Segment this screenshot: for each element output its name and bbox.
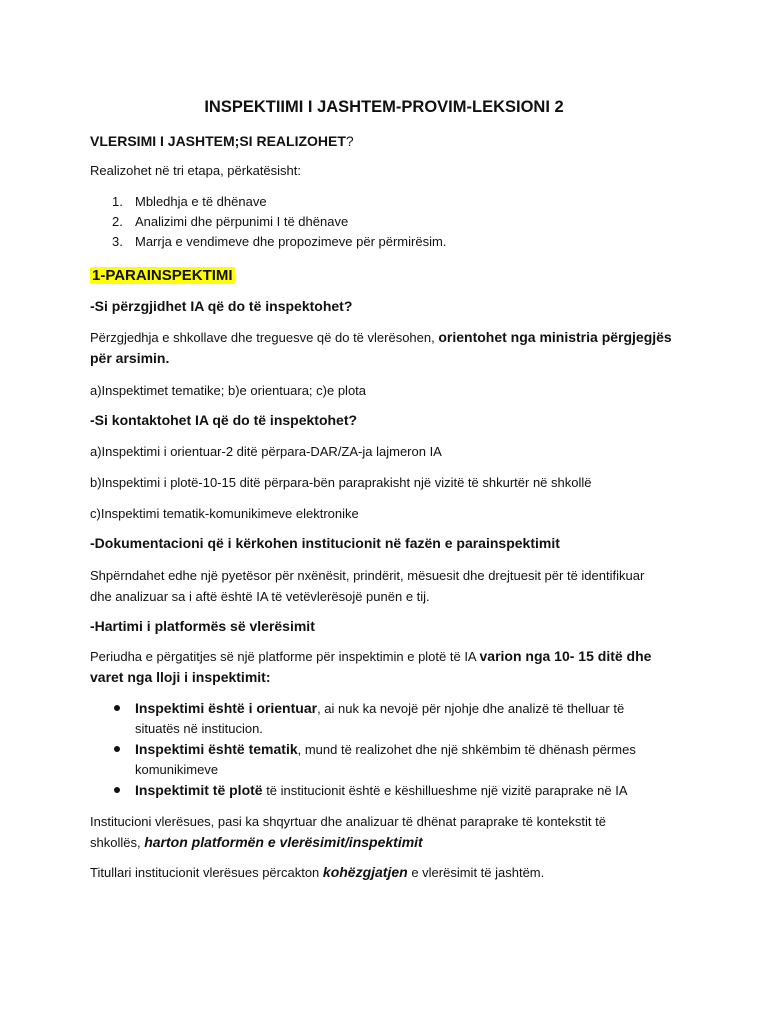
closing-paragraph-2 <box>90 862 680 883</box>
list-item-text: Mbledhja e të dhënave <box>135 194 267 209</box>
bullet-icon <box>114 746 120 752</box>
q1-paragraph-text: Përzgjedhja e shkollave dhe treguesve që do të vlerësohen, <box>90 330 439 345</box>
q4-paragraph <box>90 646 680 688</box>
list-number: 1. <box>112 194 123 209</box>
list-item <box>90 232 680 252</box>
intro-paragraph: Realizohet në tri etapa, përkatësisht: <box>90 163 302 178</box>
q1-paragraph <box>90 327 680 369</box>
q1-paragraph-bold: orientohet nga ministria përgjegjës për arsimin. <box>90 329 672 366</box>
list-item-text: , ai nuk ka nevojë për njohje dhe analizë të thelluar të situatës në institucion. <box>135 701 625 736</box>
list-item <box>90 780 660 801</box>
subtitle <box>90 131 680 151</box>
list-item-text: Analizimi dhe përpunimi I të dhënave <box>135 214 349 229</box>
q3-paragraph: Shpërndahet edhe një pyetësor për nxënësit, prindërit, mësuesit dhe drejtuesit për të identifikuar dhe analizuar sa i aftë është IA të vetëvlerësojë punën e tij. <box>90 568 645 604</box>
bullet-icon <box>114 787 120 793</box>
stages-list <box>90 192 680 252</box>
list-item <box>90 212 680 232</box>
q4-paragraph-bold: varion nga 10- 15 ditë dhe varet nga lloji i inspektimit: <box>90 648 652 685</box>
q2-heading: -Si kontaktohet IA që do të inspektohet? <box>90 412 358 428</box>
highlighted-heading: 1-PARAINSPEKTIMI <box>92 267 233 284</box>
list-item-text: Marrja e vendimeve dhe propozimeve për përmirësim. <box>135 234 447 249</box>
closing-paragraph-1-text: Institucioni vlerësues, pasi ka shqyrtuar dhe analizuar të dhënat paraprake të kontekstit të shkollës, <box>90 814 606 850</box>
subtitle-text: VLERSIMI I JASHTEM;SI REALIZOHET <box>90 133 346 149</box>
q3-heading: -Dokumentacioni që i kërkohen institucionit në fazën e parainspektimit <box>90 535 560 551</box>
q4-paragraph-text: Periudha e përgatitjes së një platforme për inspektimin e plotë të IA <box>90 649 480 664</box>
q2-item-b: b)Inspektimi i plotë-10-15 ditë përpara-bën paraprakisht një vizitë të shkurtër në shkollë <box>90 475 592 490</box>
closing-paragraph-1 <box>90 811 660 853</box>
list-item-bold: Inspektimi është i orientuar <box>135 700 318 716</box>
bullet-icon <box>114 705 120 711</box>
list-number: 3. <box>112 234 123 249</box>
closing-paragraph-2-text-end: e vlerësimit të jashtëm. <box>407 865 545 880</box>
list-item <box>90 698 660 739</box>
document-title: INSPEKTIIMI I JASHTEM-PROVIM-LEKSIONI 2 <box>204 98 564 116</box>
list-item <box>90 192 680 212</box>
q2-item-c: c)Inspektimi tematik-komunikimeve elektronike <box>90 506 359 521</box>
q2-item-a: a)Inspektimi i orientuar-2 ditë përpara-DAR/ZA-ja lajmeron IA <box>90 444 442 459</box>
list-item-text: të institucionit është e këshillueshme një vizitë paraprake në IA <box>262 783 628 798</box>
closing-paragraph-2-emphasis: kohëzgjatjen <box>322 864 408 880</box>
list-item <box>90 739 660 780</box>
list-item-text: , mund të realizohet dhe një shkëmbim të dhënash përmes komunikimeve <box>135 742 636 777</box>
closing-paragraph-1-emphasis: harton platformën e vlerësimit/inspektimit <box>144 834 423 850</box>
closing-paragraph-2-text: Titullari institucionit vlerësues përcakton <box>90 865 323 880</box>
q1-heading: -Si përzgjidhet IA që do të inspektohet? <box>90 298 353 314</box>
list-item-bold: Inspektimi është tematik <box>135 741 298 757</box>
inspection-types-list <box>90 698 660 801</box>
q4-heading: -Hartimi i platformës së vlerësimit <box>90 618 315 634</box>
q1-types: a)Inspektimet tematike; b)e orientuara; c)e plota <box>90 383 367 398</box>
subtitle-question-mark: ? <box>345 133 354 149</box>
list-number: 2. <box>112 214 123 229</box>
section-heading <box>90 264 680 288</box>
list-item-bold: Inspektimit të plotë <box>135 782 263 798</box>
